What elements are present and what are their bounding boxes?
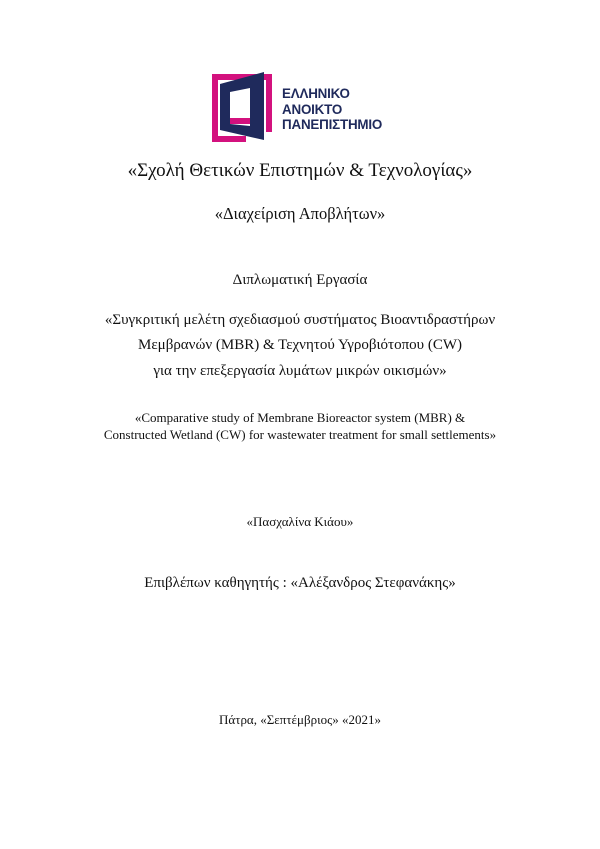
university-logo xyxy=(206,70,396,142)
logo-wordmark xyxy=(282,86,402,133)
author-name: «Πασχαλίνα Κιάου» xyxy=(246,514,354,529)
logo-line-2: ΑΝΟΙΚΤΟ xyxy=(282,101,343,117)
thesis-title-greek-line-2: Μεμβρανών (MBR) & Τεχνητού Υγροβιότοπου (CW) xyxy=(138,337,462,353)
logo-emblem-icon xyxy=(206,70,278,142)
thesis-title-english-line-1: «Comparative study of Membrane Bioreactor system (MBR) & xyxy=(134,410,466,425)
logo-line-1: ΕΛΛΗΝΙΚΟ xyxy=(282,86,350,101)
thesis-title-english-line-2: Constructed Wetland (CW) for wastewater treatment for small settlements» xyxy=(103,427,497,442)
supervisor-line: Επιβλέπων καθηγητής : «Αλέξανδρος Στεφανάκης» xyxy=(144,575,456,591)
thesis-title-greek-line-3: για την επεξεργασία λυμάτων μικρών οικισμών» xyxy=(153,363,447,379)
department-name: «Διαχείριση Αποβλήτων» xyxy=(214,204,386,223)
logo-line-3: ΠΑΝΕΠΙΣΤΗΜΙΟ xyxy=(282,117,383,132)
place-and-date: Πάτρα, «Σεπτέμβριος» «2021» xyxy=(219,712,381,727)
thesis-title-greek-line-1: «Συγκριτική μελέτη σχεδιασμού συστήματος Βιοαντιδραστήρων xyxy=(104,312,496,328)
school-name: «Σχολή Θετικών Επιστημών & Τεχνολογίας» xyxy=(127,160,473,181)
thesis-type-label: Διπλωματική Εργασία xyxy=(232,272,368,288)
